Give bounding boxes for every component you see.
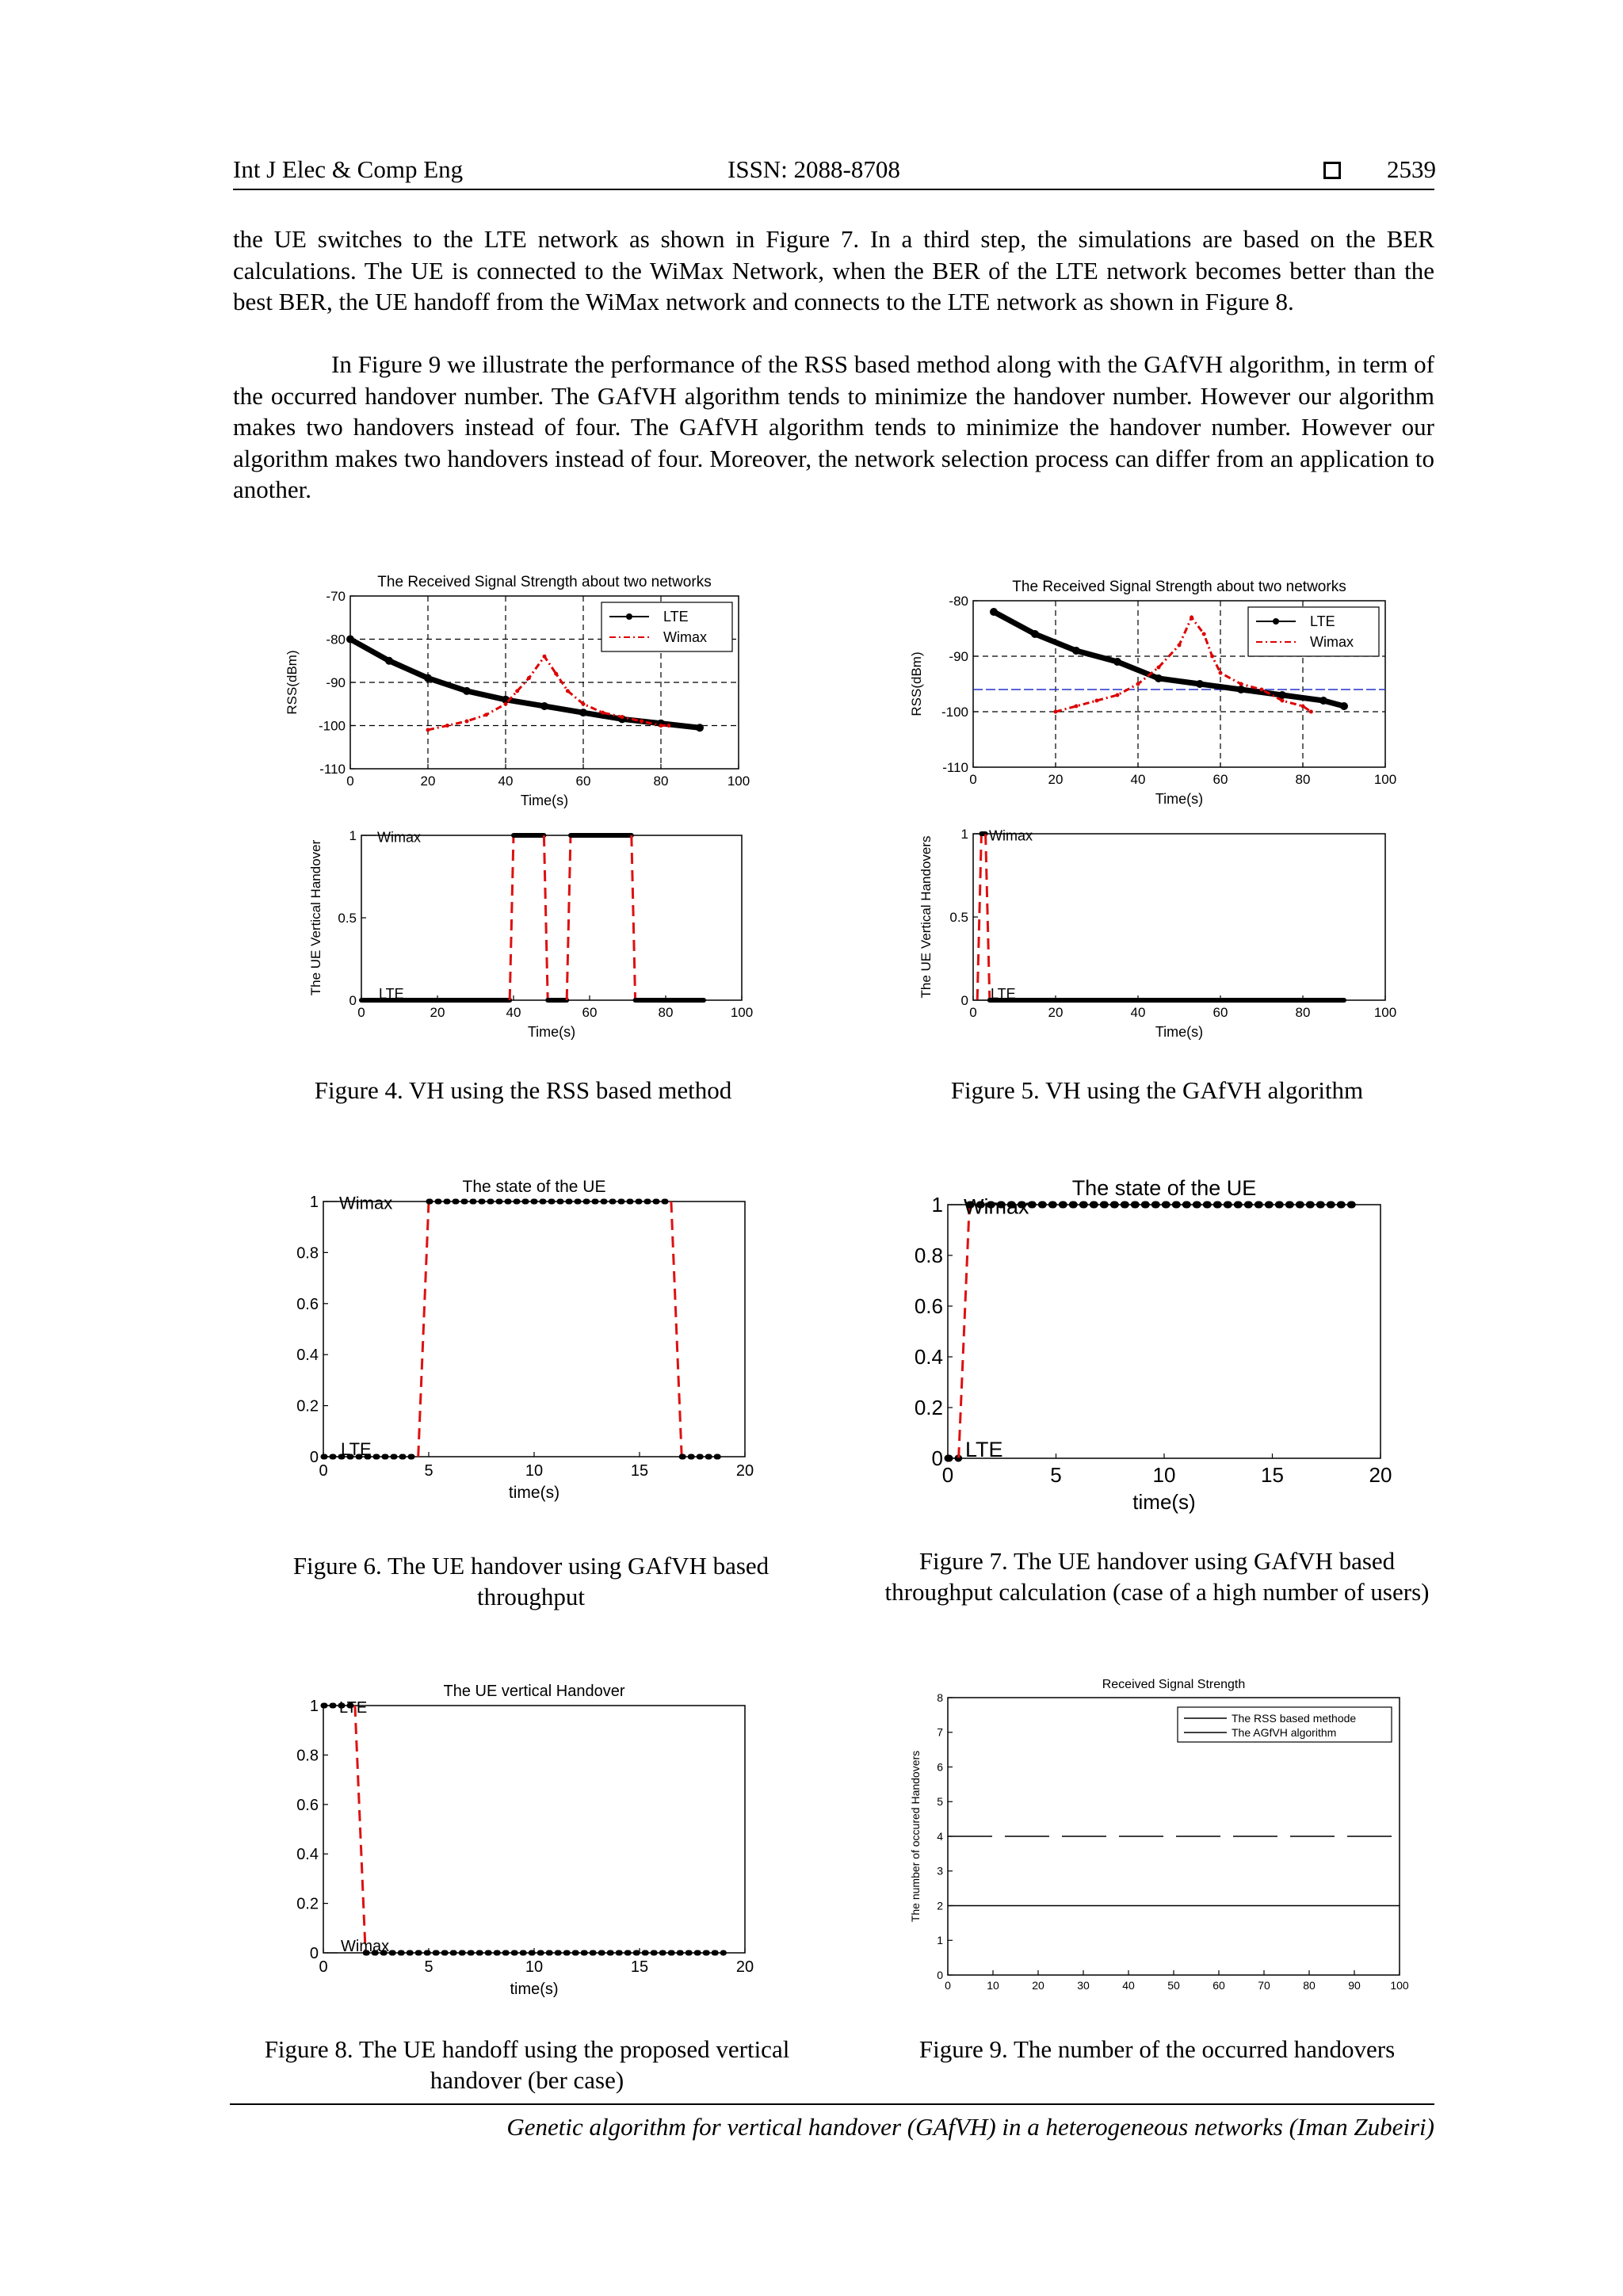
y-axis-label: The UE Vertical Handover [308, 839, 323, 996]
x-axis-label: Time(s) [1155, 1024, 1204, 1040]
y-tick-label: -100 [318, 718, 346, 734]
x-tick-label: 15 [630, 1958, 649, 1976]
plot-frame [948, 1205, 1381, 1458]
x-axis-label: time(s) [510, 1981, 559, 1998]
lte-point [385, 657, 393, 665]
wimax-point [543, 655, 547, 659]
chart-title: The Received Signal Strength about two networks [377, 574, 712, 590]
wimax-point [1157, 666, 1161, 670]
wimax-point [1309, 710, 1313, 714]
x-tick-label: 40 [1122, 1979, 1135, 1992]
lte-point [1237, 686, 1245, 693]
x-tick-label: 60 [1212, 1005, 1228, 1020]
x-tick-label: 0 [319, 1958, 328, 1976]
y-tick-label: 0 [931, 1446, 943, 1471]
x-tick-label: 5 [1050, 1463, 1062, 1487]
fig6-chart [277, 1165, 769, 1530]
issn: ISSN: 2088-8708 [727, 155, 900, 183]
y-tick-label: 0.8 [296, 1244, 319, 1263]
y-tick-label: 0.5 [338, 910, 357, 926]
chart-title: Received Signal Strength [1102, 1678, 1246, 1691]
caption-fig8-line1: Figure 8. The UE handoff using the proposed vertical [264, 2035, 790, 2063]
x-tick-label: 40 [1130, 772, 1146, 787]
handover-transition [986, 834, 990, 1000]
x-tick-label: 60 [1212, 1979, 1225, 1992]
wimax-point [1281, 699, 1285, 703]
y-tick-label: 0.4 [296, 1846, 319, 1864]
x-tick-label: 100 [730, 1005, 754, 1020]
annotation-bottom: LTE [341, 1439, 372, 1459]
lte-point [1031, 630, 1039, 638]
y-tick-label: -110 [942, 759, 968, 775]
x-tick-label: 100 [1373, 772, 1397, 787]
legend-wimax-label: Wimax [663, 629, 707, 645]
x-tick-label: 20 [1032, 1979, 1044, 1992]
handover-transition [567, 835, 571, 1000]
x-tick-label: 70 [1258, 1979, 1270, 1992]
handover-transition [959, 1205, 970, 1458]
caption-fig8-line2: handover (ber case) [430, 2066, 624, 2094]
x-tick-label: 10 [1152, 1463, 1176, 1487]
handover-transition [418, 1201, 429, 1457]
x-tick-label: 80 [1295, 1005, 1311, 1020]
lte-point [1113, 658, 1121, 666]
lte-point [1196, 680, 1204, 688]
x-tick-label: 60 [1212, 772, 1228, 787]
wimax-point [1136, 682, 1140, 686]
y-tick-label: 7 [937, 1725, 943, 1739]
square-icon [1323, 162, 1341, 179]
handover-transition [510, 835, 514, 1000]
y-tick-label: -100 [941, 704, 968, 720]
wimax-point [1301, 705, 1305, 709]
y-axis-label: The UE Vertical Handovers [918, 835, 934, 999]
wimax-point [504, 702, 508, 706]
x-tick-label: 80 [658, 1005, 674, 1020]
fig8-chart [277, 1672, 769, 2013]
y-tick-label: 1 [309, 1194, 319, 1211]
x-tick-label: 90 [1348, 1979, 1361, 1992]
x-tick-label: 0 [941, 1463, 954, 1487]
x-tick-label: 10 [525, 1462, 544, 1480]
footer-rule [230, 2103, 1434, 2105]
wimax-point [1095, 699, 1099, 703]
lte-point [1155, 674, 1163, 682]
y-tick-label: -70 [326, 588, 346, 604]
fig7-chart [888, 1165, 1426, 1530]
y-tick-label: 0.5 [949, 909, 968, 925]
y-tick-label: 0.4 [914, 1345, 943, 1370]
x-axis-label: Time(s) [520, 793, 569, 808]
lte-point [424, 674, 432, 682]
caption-fig9: Figure 9. The number of the occurred handovers [918, 2035, 1396, 2063]
paragraph-1: the UE switches to the LTE network as shown in Figure 7. In a third step, the simulations are based on the BER calculations. The UE is connected to the WiMax Network, when the BER of the LTE network becomes better than the best BER, the UE handoff from the WiMax network and connects to the LTE network as shown in Figure 8. [233, 225, 1434, 315]
y-tick-label: 0 [309, 1449, 319, 1466]
x-tick-label: 10 [987, 1979, 999, 1992]
journal-name: Int J Elec & Comp Eng [233, 155, 464, 183]
chart-title: The state of the UE [462, 1178, 606, 1196]
wimax-point [1239, 682, 1243, 686]
wimax-point [1116, 693, 1120, 697]
y-tick-label: 0.4 [296, 1347, 319, 1365]
annotation-top: Wimax [964, 1194, 1029, 1219]
plot-frame [323, 1706, 745, 1953]
x-tick-label: 20 [1369, 1463, 1392, 1487]
page-number-block [1323, 155, 1436, 184]
y-tick-label: 8 [937, 1690, 943, 1704]
x-tick-label: 80 [1295, 772, 1311, 787]
header-rule [233, 189, 1434, 190]
x-tick-label: 5 [424, 1462, 433, 1480]
chart-title: The Received Signal Strength about two networks [1012, 579, 1346, 595]
y-tick-label: 0.6 [296, 1796, 319, 1814]
y-tick-label: 0.8 [296, 1747, 319, 1765]
wimax-point [484, 712, 488, 716]
legend-label: The AGfVH algorithm [1232, 1726, 1337, 1739]
x-axis-label: time(s) [1132, 1490, 1196, 1514]
y-axis-label: The number of occured Handovers [909, 1750, 922, 1923]
y-tick-label: 1 [309, 1698, 319, 1715]
lte-point [1072, 647, 1080, 655]
fig4-handover-chart [293, 816, 769, 1054]
x-axis-label: Time(s) [527, 1024, 576, 1040]
x-tick-label: 100 [1373, 1005, 1397, 1020]
wimax-point [1202, 632, 1206, 636]
y-axis-label: RSS(dBm) [285, 650, 300, 715]
caption-fig6 [222, 1550, 840, 1612]
y-tick-label: 0.2 [296, 1397, 319, 1415]
lte-point [1340, 702, 1348, 710]
footer-citation: Genetic algorithm for vertical handover (GAfVH) in a heterogeneous networks (Iman Zubeiri) [506, 2113, 1434, 2141]
y-tick-label: -80 [326, 632, 346, 648]
annotation-top: LTE [339, 1699, 368, 1717]
handover-transition [355, 1706, 365, 1953]
wimax-point [582, 702, 586, 706]
x-tick-label: 60 [582, 1005, 598, 1020]
caption-fig7-line2: throughput calculation (case of a high number of users) [884, 1578, 1430, 1606]
x-tick-label: 20 [430, 1005, 445, 1020]
lte-point [463, 687, 471, 695]
wimax-point [621, 715, 624, 719]
x-tick-label: 5 [424, 1958, 433, 1976]
fig5-rss-chart [903, 563, 1395, 808]
caption-fig4: Figure 4. VH using the RSS based method [314, 1076, 732, 1104]
lte-point [990, 608, 998, 616]
caption-fig5: Figure 5. VH using the GAfVH algorithm [950, 1076, 1364, 1104]
y-tick-label: 0.6 [914, 1294, 943, 1319]
y-tick-label: 0.6 [296, 1295, 319, 1313]
y-tick-label: -110 [319, 761, 346, 777]
annotation-top: Wimax [377, 829, 421, 846]
y-tick-label: -90 [326, 674, 346, 690]
x-tick-label: 0 [346, 774, 354, 789]
x-tick-label: 100 [1390, 1979, 1409, 1992]
wimax-point [566, 689, 570, 693]
wimax-point [1210, 655, 1214, 659]
x-tick-label: 100 [727, 774, 750, 789]
y-tick-label: 4 [937, 1829, 943, 1843]
x-tick-label: 20 [1048, 1005, 1064, 1020]
lte-point [1319, 697, 1327, 705]
fig5-handover-chart [903, 816, 1395, 1054]
annotation-top: Wimax [989, 827, 1033, 844]
x-tick-label: 0 [319, 1462, 328, 1480]
x-tick-label: 20 [1048, 772, 1064, 787]
y-tick-label: 0.8 [914, 1244, 943, 1268]
wimax-point [601, 711, 605, 715]
y-tick-label: 3 [937, 1864, 943, 1878]
y-tick-label: 1 [349, 827, 357, 843]
wimax-point [1075, 705, 1079, 709]
plot-frame [973, 834, 1385, 1000]
paragraph-2: In Figure 9 we illustrate the performance of the RSS based method along with the GAfVH algorithm, in term of the occurred handover number. The GAfVH algorithm tends to minimize the handover number. However our algorithm makes two handovers instead of four. The GAfVH algorithm tends to minimize the handover number. However our algorithm makes two handovers instead of four. Moreover, the network selection process can differ from an application to another. [233, 350, 1434, 503]
y-tick-label: 1 [931, 1193, 943, 1217]
caption-fig8 [230, 2034, 824, 2095]
y-tick-label: 5 [937, 1795, 943, 1809]
x-tick-label: 10 [525, 1958, 544, 1976]
page-number: 2539 [1387, 155, 1436, 183]
wimax-point [666, 724, 670, 728]
annotation-bottom: Wimax [341, 1938, 390, 1955]
x-tick-label: 40 [506, 1005, 521, 1020]
wimax-point [1054, 710, 1058, 714]
y-tick-label: 0 [349, 992, 357, 1008]
x-tick-label: 40 [498, 774, 514, 789]
fig9-chart [896, 1672, 1434, 2013]
x-tick-label: 50 [1167, 1979, 1180, 1992]
x-tick-label: 40 [1130, 1005, 1146, 1020]
chart-title: The state of the UE [1071, 1176, 1257, 1200]
y-tick-label: 0.2 [914, 1396, 943, 1420]
x-tick-label: 0 [969, 1005, 977, 1020]
y-tick-label: 2 [937, 1899, 943, 1912]
legend-wimax-label: Wimax [1310, 634, 1354, 650]
y-tick-label: 0 [960, 992, 968, 1008]
x-tick-label: 20 [420, 774, 436, 789]
caption-fig6-line1: Figure 6. The UE handover using GAfVH based [292, 1552, 769, 1580]
handover-transition [632, 835, 636, 1000]
lte-point [540, 702, 548, 710]
wimax-point [554, 672, 558, 676]
y-tick-label: 0 [937, 1968, 943, 1981]
x-tick-label: 80 [653, 774, 669, 789]
legend-label: The RSS based methode [1232, 1712, 1357, 1725]
y-tick-label: 1 [960, 826, 968, 842]
y-tick-label: 0.2 [296, 1895, 319, 1913]
x-tick-label: 15 [1261, 1463, 1284, 1487]
legend-lte-label: LTE [663, 609, 689, 625]
legend-lte-marker [626, 613, 632, 620]
wimax-point [1260, 688, 1264, 692]
x-tick-label: 20 [735, 1462, 754, 1480]
wimax-point [515, 689, 519, 693]
handover-transition [671, 1201, 682, 1457]
y-tick-label: -80 [949, 593, 968, 609]
fig4-rss-chart [277, 563, 792, 816]
lte-point [696, 724, 704, 732]
lte-point [346, 636, 354, 644]
legend-lte-label: LTE [1310, 613, 1335, 629]
wimax-point [1190, 616, 1193, 620]
y-axis-label: RSS(dBm) [909, 651, 924, 716]
y-tick-label: 6 [937, 1760, 943, 1774]
caption-fig6-line2: throughput [476, 1583, 586, 1610]
annotation-bottom: LTE [379, 986, 404, 1002]
wimax-point [445, 724, 449, 728]
annotation-top: Wimax [339, 1193, 393, 1213]
x-tick-label: 80 [1303, 1979, 1316, 1992]
wimax-point [659, 724, 663, 728]
x-tick-label: 0 [357, 1005, 365, 1020]
x-tick-label: 60 [575, 774, 591, 789]
annotation-bottom: LTE [965, 1438, 1003, 1461]
caption-fig7 [840, 1545, 1474, 1607]
lte-point [579, 709, 587, 716]
y-tick-label: -90 [949, 648, 968, 664]
wimax-point [1178, 644, 1182, 648]
handover-transition [544, 835, 548, 1000]
wimax-point [527, 676, 531, 680]
x-tick-label: 30 [1077, 1979, 1090, 1992]
y-tick-label: 0 [309, 1945, 319, 1962]
y-tick-label: 1 [937, 1934, 943, 1947]
x-tick-label: 0 [945, 1979, 951, 1992]
wimax-point [640, 720, 643, 724]
x-axis-label: Time(s) [1155, 791, 1204, 807]
x-tick-label: 20 [735, 1958, 754, 1976]
plot-frame [323, 1201, 745, 1457]
wimax-point [465, 720, 469, 724]
x-tick-label: 0 [969, 772, 977, 787]
wimax-point [426, 728, 430, 732]
caption-fig7-line1: Figure 7. The UE handover using GAfVH based [918, 1547, 1396, 1575]
chart-title: The UE vertical Handover [443, 1683, 625, 1700]
legend-lte-marker [1273, 618, 1279, 625]
plot-frame [361, 835, 742, 1000]
x-tick-label: 15 [630, 1462, 649, 1480]
x-axis-label: time(s) [508, 1484, 560, 1502]
annotation-bottom: LTE [991, 986, 1016, 1002]
wimax-point [1219, 671, 1223, 675]
